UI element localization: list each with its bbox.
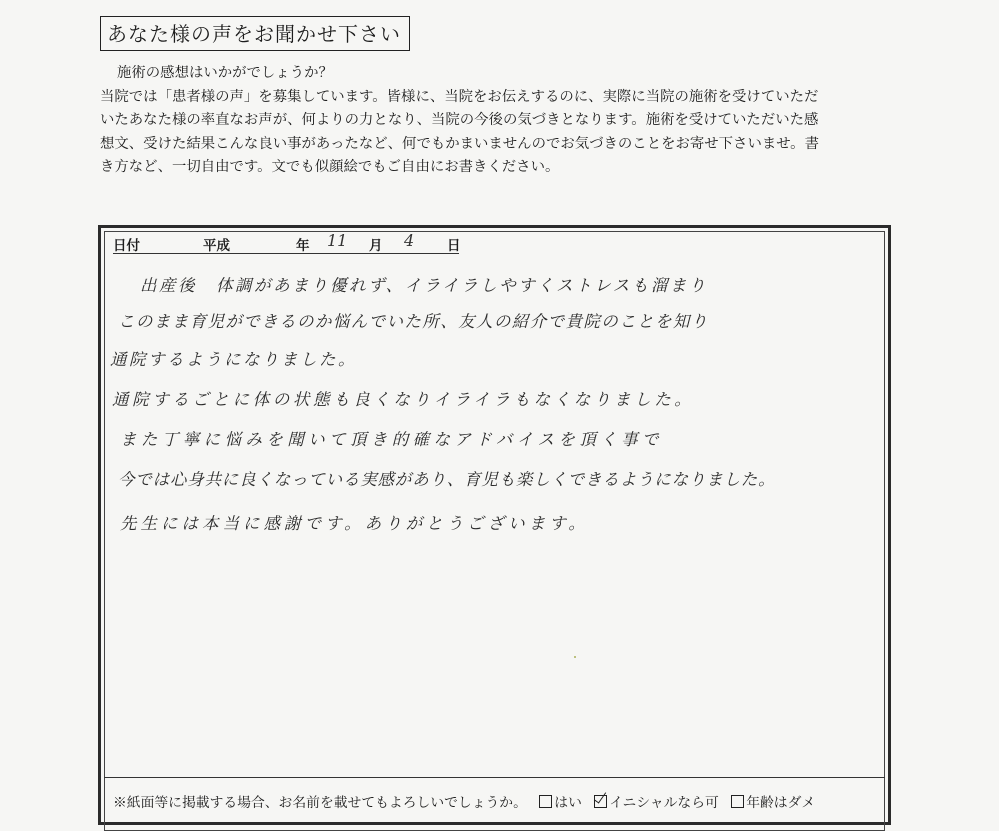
month-label: 月 xyxy=(369,238,383,254)
intro-question: 施術の感想はいかがでしょうか？ xyxy=(117,65,333,81)
stray-ink-dot xyxy=(574,656,576,658)
form-title: あなた様の声をお聞かせ下さい xyxy=(100,16,410,51)
intro-paragraph-line: 当院では「患者様の声」を募集しています。皆様に、当院をお伝えするのに、実際に当院の施術を受けていただ xyxy=(100,88,819,105)
handwritten-line: 今では心身共に良くなっている実感があり、育児も楽しくできるようになりました。 xyxy=(118,470,776,489)
intro-paragraph-line: いたあなた様の率直なお声が、何よりの力となり、当院の今後の気づきとなります。施術を受けていただいた感 xyxy=(100,112,819,128)
handwritten-line: このまま育児ができるのか悩んでいた所、友人の紹介で貴院のことを知り xyxy=(118,312,709,331)
intro-paragraph-line: き方など、一切自由です。文でも似顔絵でもご自由にお書きください。 xyxy=(100,159,560,175)
year-value: 11 xyxy=(327,231,348,250)
day-label: 日 xyxy=(447,238,461,254)
handwritten-line: 通院するごとに体の状態も良くなりイライラもなくなりました。 xyxy=(112,390,695,409)
handwritten-line: 先生には本当に感謝です。ありがとうございます。 xyxy=(120,514,589,533)
consent-option-initials[interactable]: イニシャルなら可 xyxy=(594,795,719,811)
checkbox-icon[interactable] xyxy=(539,795,552,808)
checked-checkbox-icon[interactable] xyxy=(594,795,607,808)
handwritten-line: 通院するようになりました。 xyxy=(110,350,357,369)
consent-option-yes[interactable]: はい xyxy=(539,795,582,811)
publication-consent xyxy=(113,791,815,811)
consent-option-no-age[interactable]: 年齢はダメ xyxy=(731,795,815,811)
year-label: 年 xyxy=(296,238,310,254)
checkbox-icon[interactable] xyxy=(731,795,744,808)
intro-paragraph-line: 想文、受けた結果こんな良い事があったなど、何でもかまいませんのでお気づきのことをお寄せ下さいませ。書 xyxy=(100,135,819,152)
footer-divider xyxy=(104,777,885,778)
date-label: 日付 xyxy=(113,238,140,254)
month-value: 4 xyxy=(404,231,415,250)
consent-question: ※紙面等に掲載する場合、お名前を載せてもよろしいでしょうか。 xyxy=(113,795,527,811)
handwritten-line: また丁寧に悩みを聞いて頂き的確なアドバイスを頂く事で xyxy=(120,430,663,449)
era-label: 平成 xyxy=(203,238,230,254)
handwritten-line: 出産後 体調があまり優れず、イライラしやすくストレスも溜まり xyxy=(140,276,708,295)
